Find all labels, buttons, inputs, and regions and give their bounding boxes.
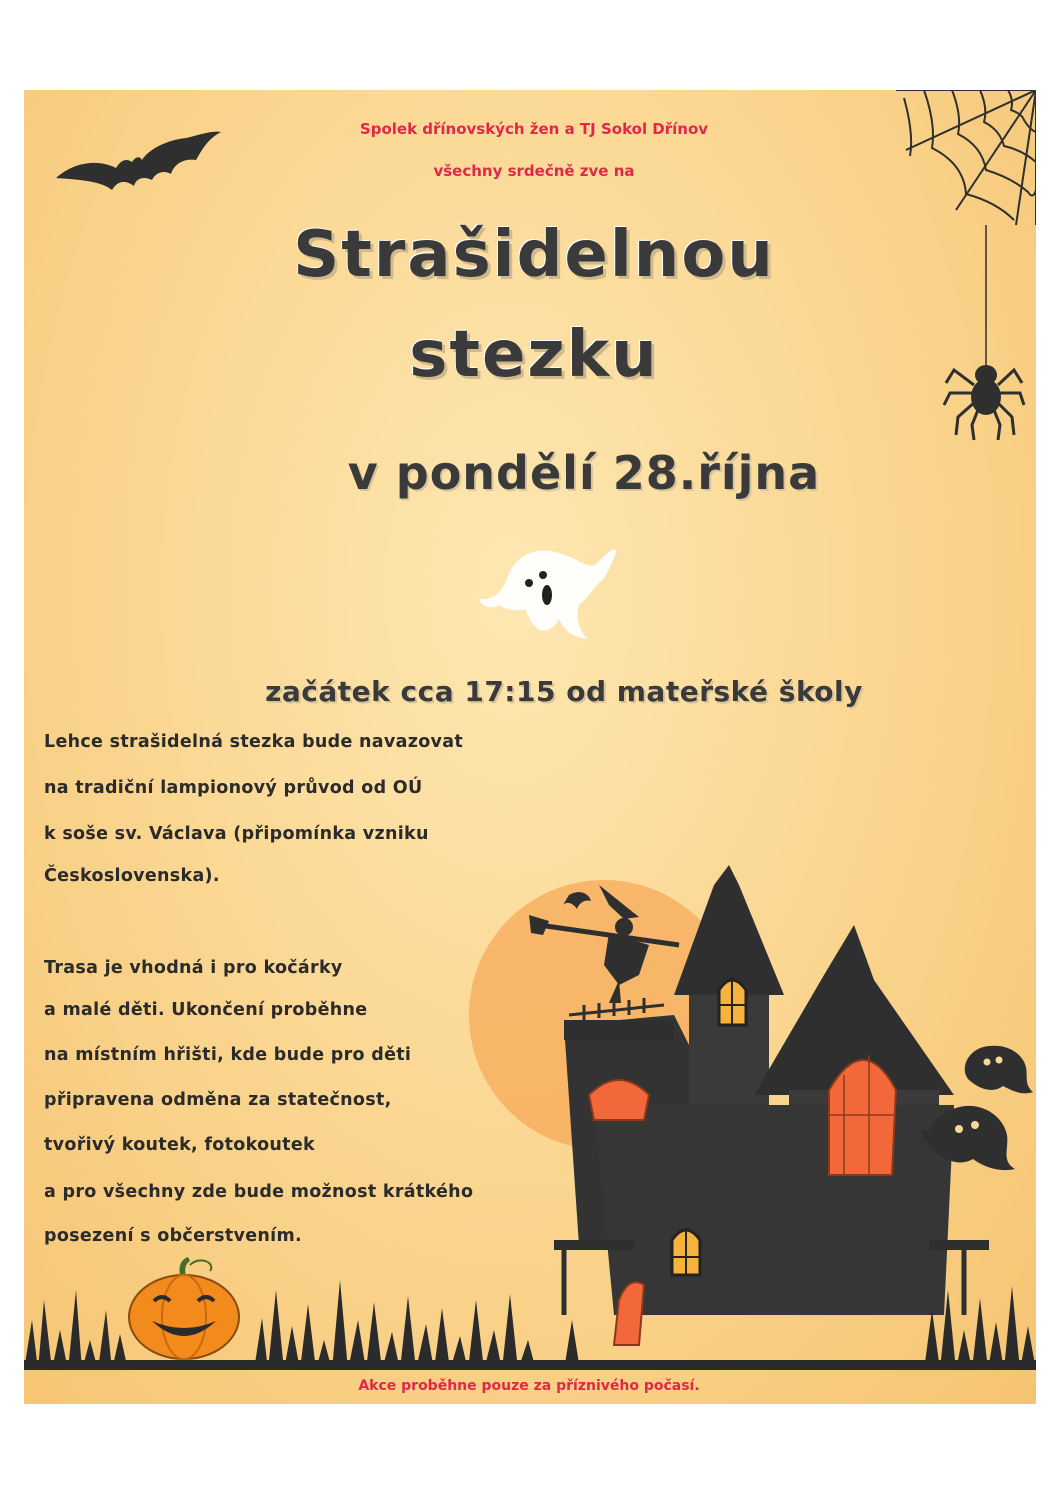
event-date: v pondělí 28.října [347,446,821,500]
body-line-9: tvořivý koutek, fotokoutek [44,1135,315,1155]
body-line-2: na tradiční lampionový průvod od OÚ [44,778,423,798]
body-line-3: k soše sv. Václava (připomínka vzniku [44,824,429,844]
body-line-7: na místním hřišti, kde bude pro děti [44,1045,412,1065]
spider-web-icon [896,90,1036,225]
organizers-text: Spolek dřínovských žen a TJ Sokol Dřínov [359,120,709,138]
body-line-4: Československa). [44,866,220,886]
title-line-2: stezku [409,318,659,392]
body-line-8: připravena odměna za statečnost, [44,1090,392,1110]
start-info: začátek cca 17:15 od mateřské školy [265,675,863,708]
invite-text: všechny srdečně zve na [433,162,635,180]
body-line-6: a malé děti. Ukončení proběhne [44,1000,368,1020]
title-line-1: Strašidelnou [293,218,775,292]
poster [24,90,1036,1404]
ghost-icon [479,545,619,645]
small-ghost-icon-2 [919,1095,1019,1175]
body-line-11: posezení s občerstvením. [44,1226,302,1246]
footer-note: Akce proběhne pouze za příznivého počasí. [358,1378,700,1394]
spider-icon [944,225,1024,445]
bat-icon [56,130,226,200]
body-line-5: Trasa je vhodná i pro kočárky [44,958,343,978]
witch-icon [529,885,699,1005]
grass-icon [24,1260,1036,1370]
small-ghost-icon [959,1040,1034,1100]
body-line-10: a pro všechny zde bude možnost krátkého [44,1182,474,1202]
body-line-1: Lehce strašidelná stezka bude navazovat [44,732,464,752]
